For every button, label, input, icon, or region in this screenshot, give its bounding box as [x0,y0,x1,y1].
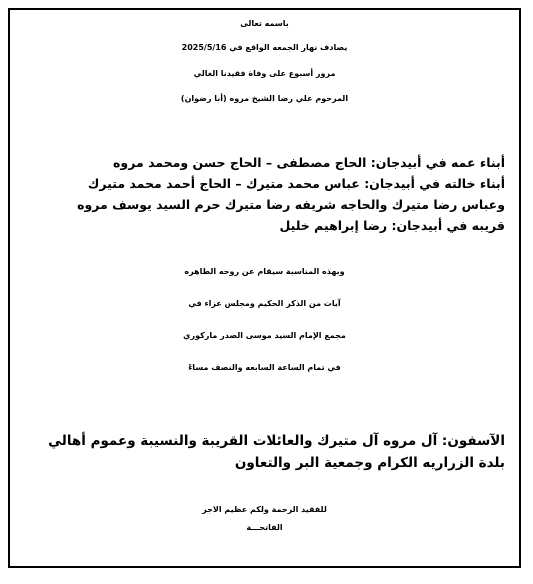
relatives-line: وعباس رضا متيرك والحاجه شريفه رضا متيرك حرم السيد يوسف مروه [77,197,505,212]
fatiha-line: الفاتحـــة [246,523,283,532]
date-line: يصادف نهار الجمعه الواقع في 2025/5/16 [181,43,348,52]
ceremony-line: وبهذه المناسبة سيقام عن روحه الطاهره [184,267,345,276]
relatives-line: قريبه في أبيدجان: رضا إبراهيم خليل [279,218,505,233]
mourners-line: بلدة الزراريه الكرام وجمعية البر والتعاون [234,455,505,471]
closing-prayer: للفقيد الرحمة ولكم عظيم الاجر [202,505,327,514]
opening-invocation: باسمه تعالى [240,19,289,28]
deceased-name: المرحوم علي رضا الشيخ مروه (أبا رضوان) [180,94,349,103]
obituary-notice [8,8,521,568]
relatives-line: أبناء عمه في أبيدجان: الحاج مصطفى – الحاج حسن ومحمد مروه [113,155,505,170]
ceremony-line: في تمام الساعة السابعه والنصف مساءً [188,363,341,372]
mourners-line: الآسفون: آل مروه آل متيرك والعائلات القريبة والنسيبة وعموم أهالي [48,433,505,449]
ceremony-line: مجمع الإمام السيد موسى الصدر ماركوري [183,331,346,340]
relatives-line: أبناء خالته في أبيدجان: عباس محمد متيرك – الحاج أحمد محمد متيرك [87,176,505,191]
occasion-line: مرور أسبوع على وفاة فقيدنا الغالي [193,69,336,78]
ceremony-line: آيات من الذكر الحكيم ومجلس عزاء في [188,299,341,308]
